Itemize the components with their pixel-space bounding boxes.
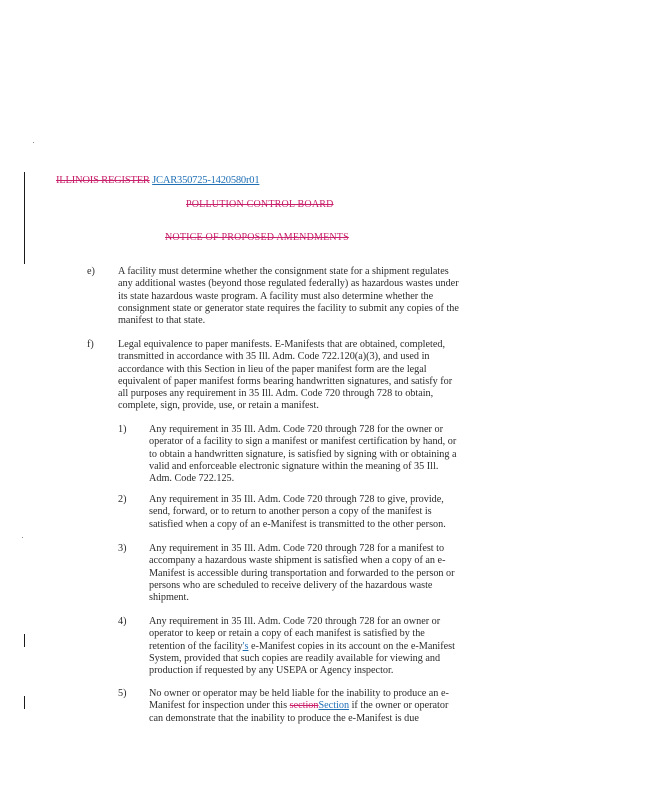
deleted-text: section: [289, 700, 319, 712]
notice-title-deleted: NOTICE OF PROPOSED AMENDMENTS: [165, 232, 349, 243]
item-text: [149, 616, 461, 677]
inserted-text: Section: [318, 700, 350, 712]
change-bar: [24, 634, 25, 647]
board-title-deleted: POLLUTION CONTROL BOARD: [186, 199, 334, 210]
item-label: 1): [118, 424, 127, 435]
item-label: 3): [118, 543, 127, 554]
item-text-before: No owner or operator may be held liable for the inability to produce an e-Manifest for inspection under this: [149, 688, 449, 712]
paragraph-label: f): [87, 339, 94, 350]
paragraph-label: e): [87, 266, 95, 277]
item-text: Any requirement in 35 Ill. Adm. Code 720 through 728 for a manifest to accompany a hazardous waste shipment is satisfied when a copy of an e-Manifest is accessible during transportation and forwarded to the person or persons who are scheduled to receive delivery of the hazardous waste shipment.: [149, 543, 455, 604]
register-header: [56, 175, 259, 186]
paragraph-text: A facility must determine whether the consignment state for a shipment regulates any additional wastes (beyond those regulated federally) as hazardous wastes under its state hazardous waste program. A facility must also determine whether the consignment state or generator state requires the facility to submit any copies of the manifest to that state.: [118, 266, 459, 327]
margin-speck: [33, 142, 34, 143]
item-text-before: Any requirement in 35 Ill. Adm. Code 720 through 728 for an owner or operator to keep or retain a copy of each manifest is satisfied by the retention of the facility: [149, 616, 441, 652]
item-text: [149, 688, 461, 725]
item-text: Any requirement in 35 Ill. Adm. Code 720 through 728 for the owner or operator of a facility to sign a manifest or manifest certification by hand, or to obtain a handwritten signature, is satisfied by signing with or obtaining a valid and enforceable electronic signature within the meaning of 35 Ill. Adm. Code 722.125.: [149, 424, 457, 485]
margin-speck: [22, 537, 23, 538]
jcar-code-inserted: JCAR350725-1420580r01: [152, 175, 260, 186]
change-bar: [24, 172, 25, 264]
item-label: 4): [118, 616, 127, 627]
item-text: Any requirement in 35 Ill. Adm. Code 720 through 728 to give, provide, send, forward, or to return to another person a copy of the manifest is satisfied when a copy of an e-Manifest is transmitted to the other person.: [149, 494, 446, 530]
change-bar: [24, 696, 25, 709]
register-title-deleted: ILLINOIS REGISTER: [56, 175, 150, 186]
inserted-text: 's: [242, 640, 249, 652]
paragraph-text: Legal equivalence to paper manifests. E-Manifests that are obtained, completed, transmitted in accordance with 35 Ill. Adm. Code 722.120(a)(3), and used in accordance with this Section in lieu of the paper manifest form are the legal equivalent of paper manifest forms bearing handwritten signatures, and satisfy for all purposes any requirement in 35 Ill. Adm. Code 720 through 728 to obtain, complete, sign, provide, use, or retain a manifest.: [118, 339, 453, 412]
item-text-after: if the owner or operator can demonstrate that the inability to produce the e-Manifest is due: [149, 700, 449, 724]
item-label: 5): [118, 688, 127, 699]
item-label: 2): [118, 494, 127, 505]
item-text-after: e-Manifest copies in its account on the e-Manifest System, provided that such copies are readily available for viewing and production if requested by any USEPA or Agency inspector.: [149, 640, 455, 677]
